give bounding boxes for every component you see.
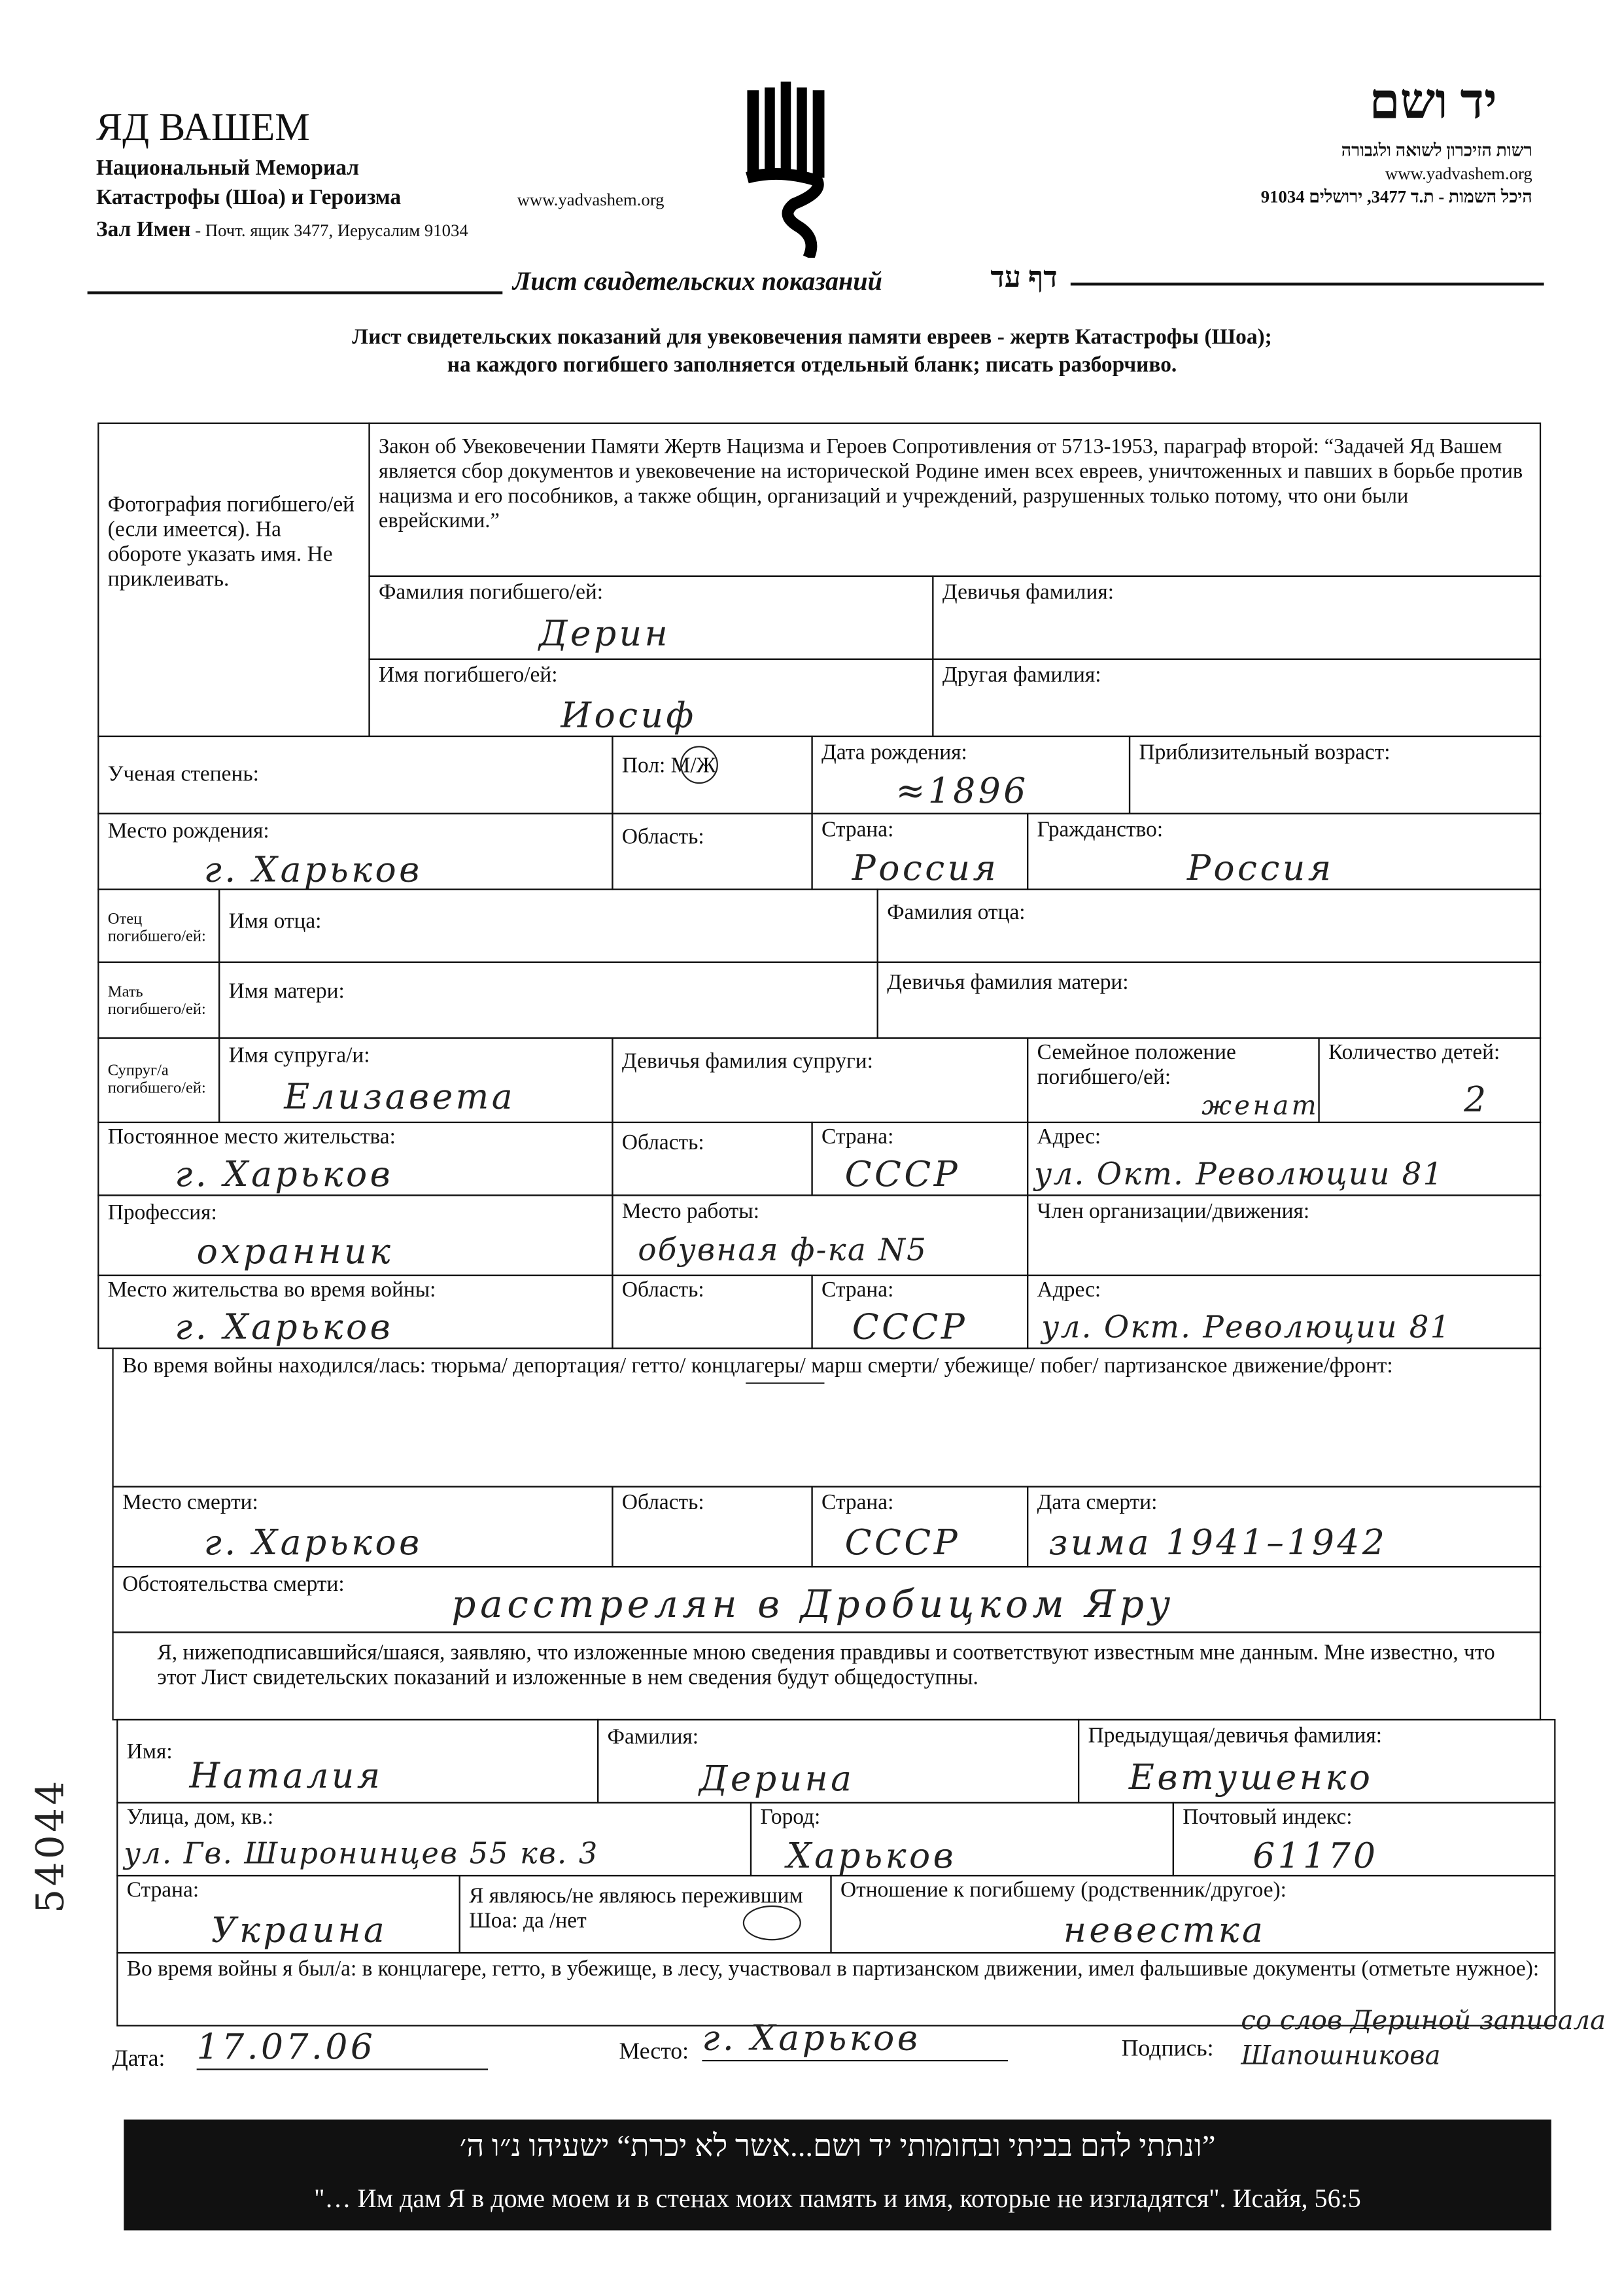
he-line1: רשות הזיכרון לשואה ולגבורה [1341,139,1532,160]
label: Отношение к погибшему (родственник/другое): [840,1879,1287,1903]
submitter-street-value: ул. Гв. Широнинцев 55 кв. 3 [124,1836,599,1871]
label: Обстоятельства смерти: [122,1573,345,1597]
org-line1: Национальный Мемориал [95,157,359,181]
label: Количество детей: [1328,1041,1500,1065]
label: Имя погибшего/ей: [379,664,558,688]
yad-vashem-logo-icon [736,76,852,258]
label: Страна: [821,1491,894,1516]
label: Гражданство: [1037,818,1164,843]
residence-country-value: СССР [844,1153,961,1195]
signature-label: Подпись: [1121,2036,1214,2062]
footer-banner [124,2119,1551,2230]
workplace-value: обувная ф-ка N5 [638,1232,928,1268]
label: Страна: [821,1126,894,1150]
submitter-name-value: Наталия [189,1755,383,1796]
label: Почтовый индекс: [1183,1806,1353,1830]
label: Постоянное место жительства: [107,1126,396,1150]
label: Место жительства во время войны: [107,1279,436,1302]
residence-address-value: ул. Окт. Революции 81 [1034,1157,1444,1192]
place-label: Место: [619,2039,689,2064]
label: Имя отца: [228,910,322,934]
label: Во время войны я был/а: в концлагере, гетто, в убежище, в лесу, участвовал в партизанском движении, имел фальшивые документы (отметьте нужное): [126,1958,1540,1981]
mother-side-label: Мать погибшего/ей: [97,962,220,1039]
label: Страна: [821,1279,894,1302]
ghetto-underline [746,1382,824,1384]
label: Адрес: [1037,1279,1101,1302]
label: Фамилия отца: [887,901,1026,926]
label: Предыдущая/девичья фамилия: [1088,1724,1383,1749]
death-place-value: г. Харьков [203,1522,423,1563]
submitter-prev-name-value: Евтушенко [1128,1756,1373,1798]
instructions-1: Лист свидетельских показаний для увековечения памяти евреев - жертв Катастрофы (Шоа); [352,326,1272,350]
war-region-cell[interactable] [612,1275,812,1349]
instructions-2: на каждого погибшего заполняется отдельный бланк; писать разборчиво. [447,354,1177,377]
label: Член организации/движения: [1037,1200,1310,1224]
label: Девичья фамилия: [942,581,1114,605]
label: Фамилия: [607,1726,699,1750]
submitter-country-value: Украина [211,1909,388,1951]
label: Приблизительный возраст: [1139,741,1391,765]
url-left: www.yadvashem.org [517,189,665,210]
side-number: 54044 [29,1778,74,1913]
label: Другая фамилия: [942,664,1101,688]
label: Девичья фамилия супруги: [621,1050,873,1074]
date-value[interactable]: 17.07.06 [197,2028,488,2070]
org-name-ru: ЯД ВАШЕМ [95,105,310,149]
label: Имя матери: [228,980,345,1004]
membership-cell[interactable] [1027,1194,1541,1276]
label: Семейное положение погибшего/ей: [1037,1041,1236,1090]
quote-russian: "… Им дам Я в доме моем и в стенах моих память и имя, которые не изгладятся". Исайя, 56:5 [314,2184,1361,2213]
url-right: www.yadvashem.org [1385,163,1532,184]
title-rule-right [1071,283,1544,285]
signature-value[interactable]: со слов Дериной записала Шапошникова [1241,2006,1606,2072]
during-war-cell[interactable] [112,1348,1541,1488]
label: Адрес: [1037,1126,1101,1150]
children-cell[interactable] [1318,1037,1541,1123]
sex-male-circle [680,746,718,784]
submitter-zip-value: 61170 [1253,1836,1379,1877]
label: Имя: [126,1741,173,1764]
submitter-surname-value: Дерина [699,1758,855,1800]
degree-cell[interactable] [97,736,613,814]
other-name-cell[interactable] [932,659,1541,737]
label: Место рождения: [107,820,269,844]
label: Место работы: [621,1200,760,1224]
father-side-label: Отец погибшего/ей: [97,888,220,963]
title-rule-left [88,291,503,294]
label: Дата смерти: [1037,1491,1158,1516]
death-region-cell[interactable] [612,1486,812,1568]
war-address-value: ул. Окт. Революции 81 [1041,1310,1451,1345]
marital-status-value: женат [1201,1091,1320,1122]
birth-region-cell[interactable] [612,813,812,890]
survivor-no-circle [743,1906,801,1940]
label: Профессия: [107,1202,217,1225]
birth-place-value: г. Харьков [203,849,423,890]
spouse-side-label: Супруг/а погибшего/ей: [97,1037,220,1123]
label: Страна: [126,1879,199,1903]
maiden-name-cell[interactable] [932,576,1541,660]
submitter-city-value: Харьков [786,1836,957,1877]
place-value[interactable]: г. Харьков [702,2019,1008,2061]
label: Место смерти: [122,1491,258,1516]
approx-age-cell[interactable] [1129,736,1541,814]
label: Дата рождения: [821,741,967,765]
war-country-value: СССР [852,1306,968,1348]
circumstances-value: расстрелян в Дробицком Яру [451,1583,1175,1628]
war-residence-value: г. Харьков [175,1306,394,1348]
label: Область: [621,1491,704,1516]
date-label: Дата: [112,2046,165,2072]
label: Я являюсь/не являюсь пережившим Шоа: да /нет [469,1885,803,1934]
residence-value: г. Харьков [175,1153,394,1195]
label: Область: [621,826,704,850]
org-name-he: יד ושם [1369,75,1497,130]
form-title: Лист свидетельских показаний [512,266,882,296]
citizenship-value: Россия [1187,848,1334,889]
death-country-value: СССР [844,1522,961,1563]
hall-of-names: Зал Имен [95,218,191,242]
declaration: Я, нижеподписавшийся/шаяся, заявляю, что изложенные мною сведения правдивы и соответствуют известным мне данным. Мне известно, что этот Лист свидетельских показаний и изложенные в нем сведения будут общедоступны. [112,1631,1541,1720]
label: Город: [760,1806,821,1830]
label: Улица, дом, кв.: [126,1806,274,1830]
label: Имя супруга/и: [228,1044,370,1068]
surname-value: Дерин [538,613,671,654]
first-name-value: Иосиф [561,695,697,736]
label: Ученая степень: [107,763,259,787]
profession-value: охранник [196,1230,394,1272]
relation-value: невестка [1063,1909,1266,1951]
father-name-cell[interactable] [218,888,878,963]
spouse-maiden-cell[interactable] [612,1037,1028,1123]
org-line3 [96,218,468,243]
label: Пол: М/Ж [621,754,716,778]
label: Девичья фамилия матери: [887,971,1129,996]
law-text: Закон об Увековечении Памяти Жертв Нацизма и Героев Сопротивления от 5713-1953, параграф второй: “Задачей Яд Вашем является сбор документов и увековечение на исторической Родине имен всех евреев, уничтоженных и павших в борьбе против нацизма и его пособников, а также общин, организаций и учреждений, разрушенных только потому, что они были еврейскими.” [368,423,1541,577]
spouse-name-value: Елизавета [284,1076,516,1118]
quote-hebrew: ”ונתתי להם בביתי ובחומותי יד ושם...אשר לא יכרת“ ישעיהו נ״ו ה׳ [459,2128,1216,2164]
residence-region-cell[interactable] [612,1122,812,1196]
mother-maiden-cell[interactable] [877,962,1542,1039]
birth-date-value: ≈1896 [895,771,1029,812]
children-value: 2 [1464,1079,1489,1121]
org-line2: Катастрофы (Шоа) и Героизма [95,186,402,210]
label: Во время войны находился/лась: тюрьма/ депортация/ гетто/ концлагеры/ марш смерти/ убежище/ побег/ партизанское движение/фронт: [122,1355,1393,1378]
birth-country-value: Россия [852,848,999,889]
label: Страна: [821,818,894,843]
label: Область: [621,1279,704,1302]
death-date-value: зима 1941–1942 [1048,1522,1388,1563]
photo-instructions: Фотография погибшего/ей (если имеется). На обороте указать имя. Не приклеивать. [107,493,355,592]
he-line3: היכל השמות - ת.ד 3477, ירושלים 91034 [1260,186,1532,207]
postal-address: - Почт. ящик 3477, Иерусалим 91034 [190,220,468,241]
mother-name-cell[interactable] [218,962,878,1039]
photo-cell [97,423,370,737]
label: Область: [621,1132,704,1156]
father-surname-cell[interactable] [877,888,1542,963]
form-title-he: דף עד [990,262,1058,294]
label: Фамилия погибшего/ей: [379,581,604,605]
